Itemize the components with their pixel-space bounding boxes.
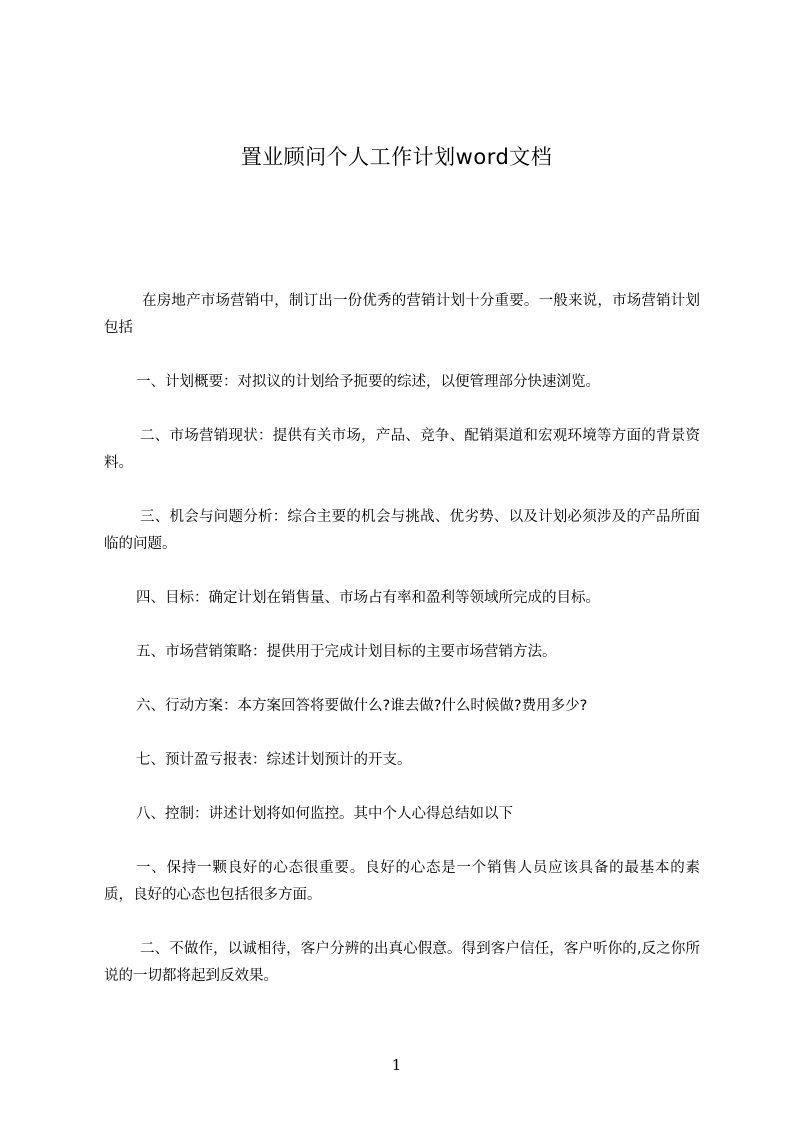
page-number: 1 (391, 1056, 402, 1074)
paragraph-intro: 在房地产市场营销中，制订出一份优秀的营销计划十分重要。一般来说，市场营销计划包括 (104, 293, 700, 336)
paragraph-profit-forecast: 七、预计盈亏报表：综述计划预计的开支。 (136, 752, 412, 768)
paragraph-control: 八、控制：讲述计划将如何监控。其中个人心得总结如以下 (136, 806, 513, 822)
paragraph-opportunity-analysis: 三、机会与问题分析：综合主要的机会与挑战、优劣势、以及计划必须涉及的产品所面临的问题。 (104, 509, 700, 552)
paragraph-market-status: 二、市场营销现状：提供有关市场，产品、竞争、配销渠道和宏观环境等方面的背景资料。 (104, 428, 700, 471)
document-title: 置业顾问个人工作计划word文档 (240, 145, 553, 169)
paragraph-goals: 四、目标：确定计划在销售量、市场占有率和盈利等领域所完成的目标。 (136, 590, 600, 606)
paragraph-action-plan: 六、行动方案：本方案回答将要做什么?谁去做?什么时候做?费用多少? (136, 698, 588, 714)
paragraph-strategy: 五、市场营销策略：提供用于完成计划目标的主要市场营销方法。 (136, 644, 557, 660)
document-body (104, 288, 700, 1017)
paragraph-sincerity: 二、不做作，以诚相待，客户分辨的出真心假意。得到客户信任，客户听你的,反之你所说的一切都将起到反效果。 (104, 941, 700, 984)
paragraph-good-attitude: 一、保持一颗良好的心态很重要。良好的心态是一个销售人员应该具备的最基本的素质，良好的心态也包括很多方面。 (104, 860, 700, 903)
paragraph-plan-summary: 一、计划概要：对拟议的计划给予扼要的综述，以便管理部分快速浏览。 (136, 374, 600, 390)
